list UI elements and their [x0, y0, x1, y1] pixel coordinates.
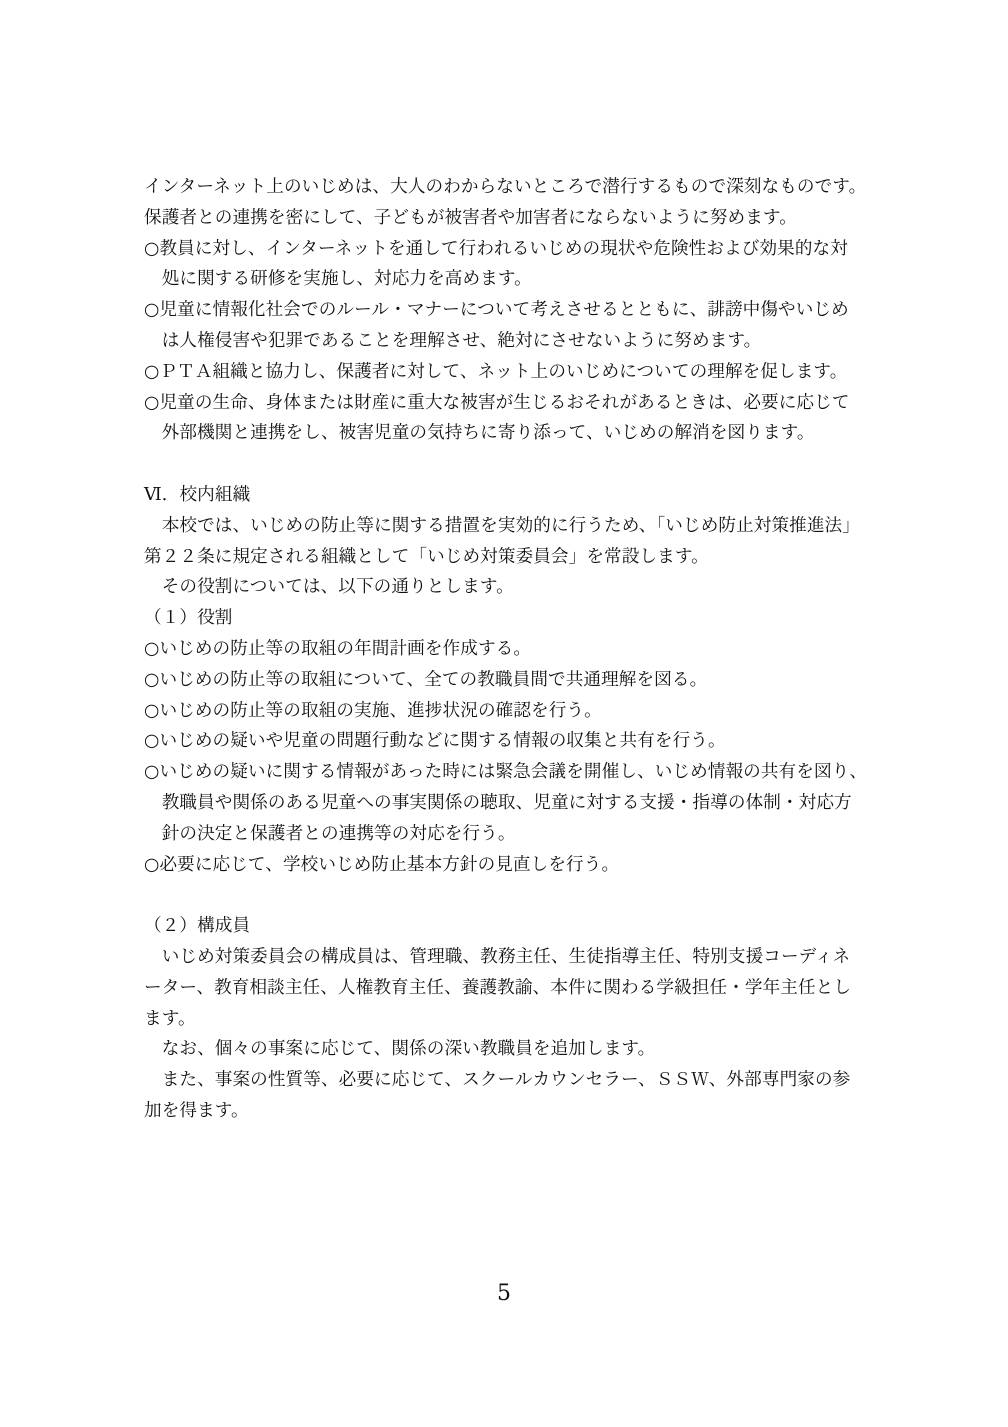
list-item-continuation: 教職員や関係のある児童への事実関係の聴取、児童に対する支援・指導の体制・対応方 — [144, 792, 852, 813]
paragraph-line: なお、個々の事案に応じて、関係の深い教職員を追加します。 — [144, 1039, 656, 1060]
paragraph-line: ます。 — [144, 1008, 196, 1029]
blank-line — [144, 449, 904, 480]
paragraph-line: ーター、教育相談主任、人権教育主任、養護教諭、本件に関わる学級担任・学年主任とし — [144, 977, 852, 998]
paragraph-line: 保護者との連携を密にして、子どもが被害者や加害者にならないように努めます。 — [144, 207, 797, 228]
paragraph-line: その役割については、以下の通りとします。 — [144, 577, 514, 598]
list-item: ○教員に対し、インターネットを通して行われるいじめの現状や危険性および効果的な対 — [144, 238, 848, 259]
subsection-heading: （２）構成員 — [144, 916, 251, 937]
list-item: ○児童に情報化社会でのルール・マナーについて考えさせるとともに、誹謗中傷やいじめ — [144, 300, 849, 321]
section-heading: Ⅵ．校内組織 — [144, 484, 251, 505]
list-item: ○児童の生命、身体または財産に重大な被害が生じるおそれがあるときは、必要に応じて — [144, 392, 850, 413]
list-item: ○いじめの防止等の取組の実施、進捗状況の確認を行う。 — [144, 700, 602, 721]
paragraph-line: 加を得ます。 — [144, 1100, 249, 1121]
list-item: ○いじめの疑いに関する情報があった時には緊急会議を開催し、いじめ情報の共有を図り、 — [144, 762, 868, 783]
blank-line — [144, 880, 904, 911]
list-item-continuation: 処に関する研修を実施し、対応力を高めます。 — [144, 269, 532, 290]
list-item-continuation: 外部機関と連携をし、被害児童の気持ちに寄り添って、いじめの解消を図ります。 — [144, 423, 815, 444]
document-body — [144, 172, 904, 1127]
list-item: ○いじめの防止等の取組について、全ての教職員間で共通理解を図る。 — [144, 669, 708, 690]
paragraph-line: 本校では、いじめの防止等に関する措置を実効的に行うため、「いじめ防止対策推進法」 — [144, 515, 860, 536]
list-item: ○いじめの疑いや児童の問題行動などに関する情報の収集と共有を行う。 — [144, 731, 726, 752]
page-number: 5 — [497, 1281, 511, 1306]
paragraph-line: いじめ対策委員会の構成員は、管理職、教務主任、生徒指導主任、特別支援コーディネ — [144, 946, 851, 967]
list-item: ○ＰＴＡ組織と協力し、保護者に対して、ネット上のいじめについての理解を促します。 — [144, 361, 848, 382]
paragraph-line: 第２２条に規定される組織として「いじめ対策委員会」を常設します。 — [144, 546, 709, 567]
paragraph-line: インターネット上のいじめは、大人のわからないところで潜行するもので深刻なものです。 — [144, 177, 867, 197]
subsection-heading: （１）役割 — [144, 608, 233, 629]
list-item-continuation: 針の決定と保護者との連携等の対応を行う。 — [144, 823, 516, 844]
paragraph-line: また、事案の性質等、必要に応じて、スクールカウンセラー、ＳＳＷ、外部専門家の参 — [144, 1070, 851, 1091]
list-item-continuation: は人権侵害や犯罪であることを理解させ、絶対にさせないように努めます。 — [144, 330, 762, 351]
list-item: ○必要に応じて、学校いじめ防止基本方針の見直しを行う。 — [144, 854, 620, 875]
list-item: ○いじめの防止等の取組の年間計画を作成する。 — [144, 638, 532, 659]
